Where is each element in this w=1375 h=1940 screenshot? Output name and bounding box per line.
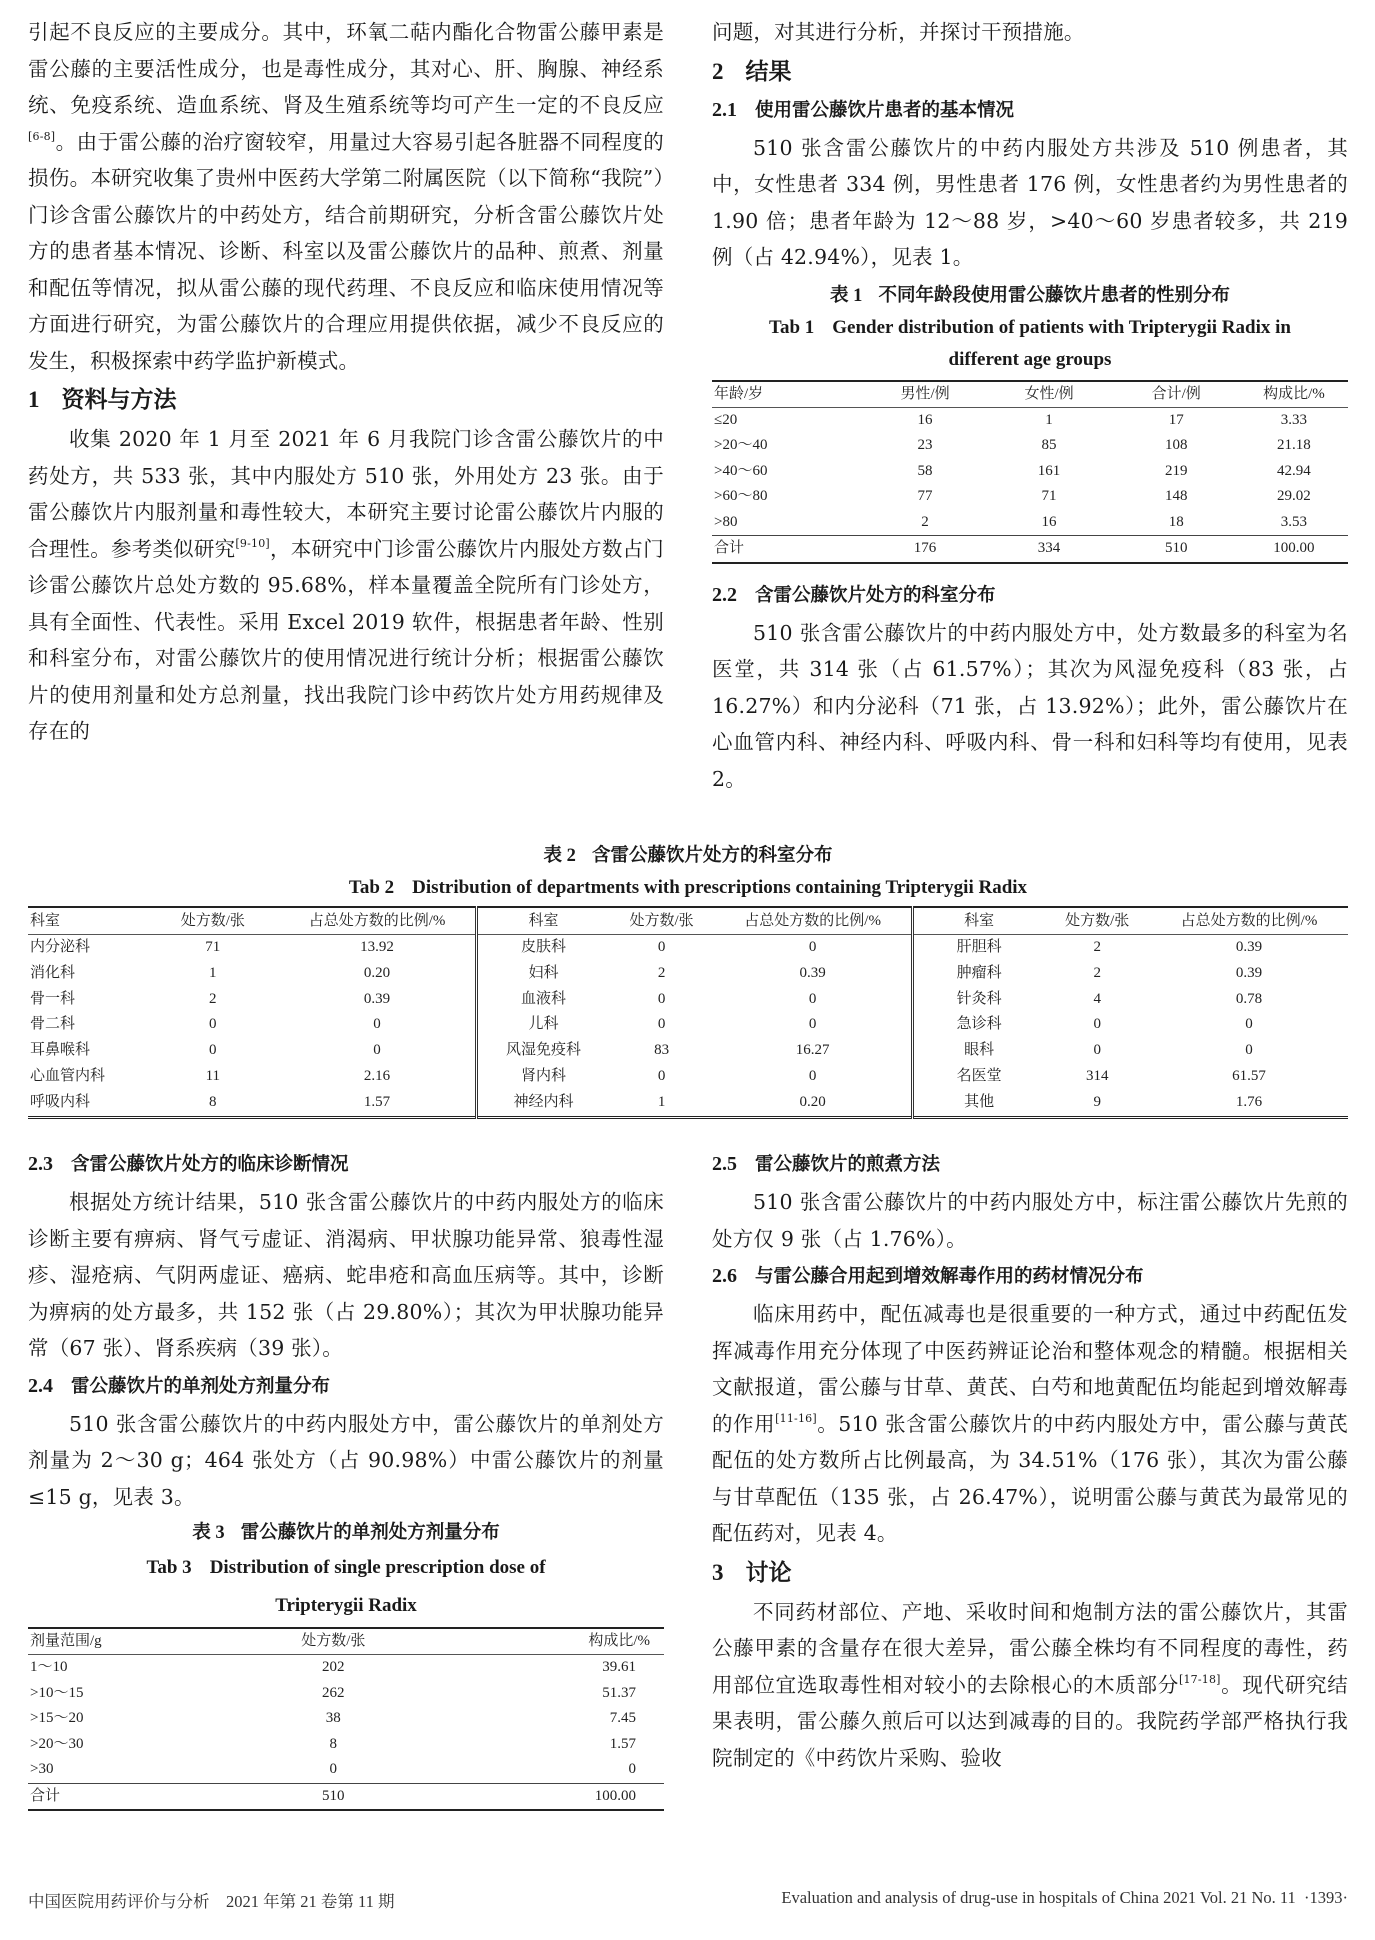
table-cell: 148 xyxy=(1164,488,1188,504)
subsection-heading-2-1: 2.1 使用雷公藤饮片患者的基本情况 xyxy=(712,98,1015,121)
right-column-bottom xyxy=(712,1145,1348,1776)
table-row xyxy=(28,987,1348,1013)
table-cell: 骨二科 xyxy=(30,1016,76,1033)
table-cell: 314 xyxy=(1085,1067,1109,1084)
table-cell: 29.02 xyxy=(1277,488,1311,504)
table-cell: >30 xyxy=(30,1761,54,1777)
results-2-3-paragraph: 根据处方统计结果，510 张含雷公藤饮片的中药内服处方的临床诊断主要有痹病、肾气亏虚证、消渴病、甲状腺功能异常、狼毒性湿疹、湿疮病、气阴两虚证、癌病、蛇串疮和高血压病等。其中，诊断为痹病的处方最多，共 152 张（占 29.80%）；其次为甲状腺功能异常（67 张）、肾系疾病（39 张）。 xyxy=(28,1190,664,1360)
table-cell: 0.20 xyxy=(363,964,391,981)
table-cell: 8 xyxy=(209,1093,217,1110)
table-3-grid xyxy=(28,1627,664,1811)
table-cell: 1 xyxy=(209,964,217,981)
table-cell: 0 xyxy=(657,1067,666,1084)
table-cell: 83 xyxy=(654,1042,670,1059)
table-1 xyxy=(712,280,1348,564)
section-heading-1: 1 资料与方法 xyxy=(28,387,177,413)
section-heading-2: 2 结果 xyxy=(712,58,792,85)
table-cell: 23 xyxy=(917,437,933,453)
table-cell: 2 xyxy=(1093,939,1101,955)
table-cell: 儿科 xyxy=(477,1012,609,1038)
table-cell: 呼吸内科 xyxy=(30,1093,91,1110)
subsection-heading-2-3: 2.3 含雷公藤饮片处方的临床诊断情况 xyxy=(28,1153,349,1175)
methods-paragraph-end: 问题，对其进行分析，并探讨干预措施。 xyxy=(712,20,1085,44)
table-cell: 1.76 xyxy=(1235,1093,1263,1110)
table-cell: 51.37 xyxy=(602,1684,636,1701)
table-cell: 58 xyxy=(917,462,933,479)
table-cell: 风湿免疫科 xyxy=(477,1038,609,1064)
citation[interactable]: [6-8] xyxy=(28,129,56,143)
table-cell: 13.92 xyxy=(360,939,394,955)
table-cell: 2 xyxy=(209,990,217,1007)
column-header: 处方数/张 xyxy=(609,907,715,935)
table-cell: 11 xyxy=(205,1067,221,1084)
table-cell: 510 xyxy=(219,1783,448,1810)
table-cell: 0 xyxy=(808,939,817,955)
table-cell: 2 xyxy=(921,513,929,530)
table-cell: >80 xyxy=(714,513,738,530)
table-cell: 合计 xyxy=(712,536,865,563)
column-header: 科室 xyxy=(912,907,1044,935)
column-header: 剂量范围/g xyxy=(28,1628,219,1655)
column-header: 年龄/岁 xyxy=(712,381,865,408)
table-row xyxy=(28,935,1348,961)
table-cell: 0.39 xyxy=(799,964,826,981)
table-cell: ≤20 xyxy=(714,411,738,428)
column-header: 处方数/张 xyxy=(219,1628,448,1655)
table-row xyxy=(28,961,1348,987)
table-header-row xyxy=(28,1628,664,1655)
table-cell: 2 xyxy=(657,964,666,981)
table-cell: 108 xyxy=(1164,437,1188,453)
table-cell: 1 xyxy=(1045,411,1053,428)
table-cell: 1 xyxy=(657,1093,666,1110)
table-cell: 0 xyxy=(808,1016,817,1033)
table-cell: 心血管内科 xyxy=(30,1067,106,1084)
table-cell: 4 xyxy=(1093,990,1101,1007)
table-cell: 0 xyxy=(657,990,666,1007)
table-cell: 161 xyxy=(1037,462,1061,479)
table-cell: 219 xyxy=(1164,462,1188,479)
table-cell: 39.61 xyxy=(602,1659,636,1675)
column-header: 合计/例 xyxy=(1113,381,1240,408)
table-cell: 名医堂 xyxy=(912,1064,1044,1090)
column-header: 构成比/% xyxy=(448,1628,664,1655)
table-header-row xyxy=(712,381,1348,408)
results-2-6-paragraph: 临床用药中，配伍减毒也是很重要的一种方式，通过中药配伍发挥减毒作用充分体现了中医药辨证论治和整体观念的精髓。根据相关文献报道，雷公藤与甘草、黄芪、白芍和地黄配伍均能起到增效解毒的作用[11-16]。510 张含雷公藤饮片的中药内服处方中，雷公藤与黄芪配伍的处方数所占比例最高，为 34.51%（176 张），其次为雷公藤与甘草配伍（135 张，占 26.47%），说明雷公藤与黄芪为最常见的配伍药对，见表 4。 xyxy=(712,1302,1348,1545)
subsection-heading-2-4: 2.4 雷公藤饮片的单剂处方剂量分布 xyxy=(28,1374,331,1397)
table-cell: 急诊科 xyxy=(912,1012,1044,1038)
table-cell: 0.39 xyxy=(1235,939,1263,955)
section-heading-3: 3 讨论 xyxy=(712,1559,792,1586)
table-cell: 71 xyxy=(1041,488,1057,504)
table-cell: 消化科 xyxy=(30,964,76,981)
right-column-top xyxy=(712,14,1348,797)
table-total-row xyxy=(28,1783,664,1810)
table-cell: 0 xyxy=(373,1016,381,1033)
table-cell: 334 xyxy=(985,536,1112,563)
table-cell: 1.57 xyxy=(363,1093,391,1110)
table-cell: 0 xyxy=(329,1761,338,1777)
table-cell: 61.57 xyxy=(1232,1067,1266,1084)
table-cell: 0 xyxy=(808,990,817,1007)
table-row xyxy=(712,407,1348,433)
methods-paragraph: 收集 2020 年 1 月至 2021 年 6 月我院门诊含雷公藤饮片的中药处方，共 533 张，其中内服处方 510 张，外用处方 23 张。由于雷公藤饮片内服剂量和毒性较大，本研究主要讨论雷公藤饮片内服的合理性。参考类似研究[9-10]，本研究中门诊雷公藤饮片内服处方数占门诊雷公藤饮片总处方数的 95.68%，样本量覆盖全院所有门诊处方，具有全面性、代表性。采用 Excel 2019 软件，根据患者年龄、性别和科室分布，对雷公藤饮片的使用情况进行统计分析；根据雷公藤饮片的使用剂量和处方总剂量，找出我院门诊中药饮片处方用药规律及存在的 xyxy=(28,427,664,743)
left-column-top xyxy=(28,14,664,750)
subsection-heading-2-2: 2.2 含雷公藤饮片处方的科室分布 xyxy=(712,583,996,606)
table-3 xyxy=(28,1517,664,1811)
table-cell: 18 xyxy=(1168,513,1184,530)
table-cell: 100.00 xyxy=(448,1783,664,1810)
table-row xyxy=(28,1757,664,1783)
table-row xyxy=(712,433,1348,459)
table-cell: 77 xyxy=(917,488,933,504)
table-cell: 神经内科 xyxy=(477,1090,609,1117)
table-cell: >60～80 xyxy=(714,488,768,504)
results-2-5-paragraph: 510 张含雷公藤饮片的中药内服处方中，标注雷公藤饮片先煎的处方仅 9 张（占 1.76%）。 xyxy=(712,1190,1348,1251)
table-cell: 9 xyxy=(1093,1093,1101,1110)
table-cell: 71 xyxy=(205,939,221,955)
table-row xyxy=(712,484,1348,510)
table-row xyxy=(28,1681,664,1707)
table-cell: 16 xyxy=(917,411,933,428)
table-cell: 针灸科 xyxy=(912,987,1044,1013)
column-header: 男性/例 xyxy=(865,381,986,408)
column-header: 占总处方数的比例/% xyxy=(1150,907,1348,935)
table-cell: 85 xyxy=(1041,437,1057,453)
discussion-paragraph: 不同药材部位、产地、采收时间和炮制方法的雷公藤饮片，其雷公藤甲素的含量存在很大差异，雷公藤全株均有不同程度的毒性，药用部位宜选取毒性相对较小的去除根心的木质部分[17-18]。现代研究结果表明，雷公藤久煎后可以达到减毒的目的。我院药学部严格执行我院制定的《中药饮片采购、验收 xyxy=(712,1599,1349,1770)
table-cell: 0 xyxy=(808,1067,817,1084)
table-cell: 3.33 xyxy=(1280,411,1308,428)
table-cell: 血液科 xyxy=(477,987,609,1013)
column-header: 占总处方数的比例/% xyxy=(279,907,477,935)
column-header: 占总处方数的比例/% xyxy=(714,907,912,935)
page-footer xyxy=(28,1888,1348,1912)
results-2-4-paragraph: 510 张含雷公藤饮片的中药内服处方中，雷公藤饮片的单剂处方剂量为 2～30 g；464 张处方（占 90.98%）中雷公藤饮片的剂量≤15 g，见表 3。 xyxy=(28,1411,664,1509)
table-2-caption-en: Tab 2 Distribution of departments with prescriptions containing Tripterygii Radix xyxy=(348,877,1028,898)
table-row xyxy=(28,1732,664,1758)
table-row xyxy=(28,1064,1348,1090)
column-header: 构成比/% xyxy=(1240,381,1348,408)
table-cell: 38 xyxy=(325,1710,341,1726)
journal-info-en: Evaluation and analysis of drug-use in hospitals of China 2021 Vol. 21 No. 11 ·1393· xyxy=(781,1888,1348,1907)
table-cell: 0 xyxy=(1245,1016,1253,1033)
table-cell: 合计 xyxy=(28,1783,219,1810)
column-header: 处方数/张 xyxy=(147,907,279,935)
table-cell: 0 xyxy=(1093,1042,1101,1059)
column-header: 科室 xyxy=(477,907,609,935)
table-cell: 内分泌科 xyxy=(30,939,91,955)
table-cell: 1～10 xyxy=(30,1659,68,1675)
journal-name-cn: 中国医院用药评价与分析 2021 年第 21 卷第 11 期 xyxy=(28,1892,395,1911)
table-cell: >10～15 xyxy=(30,1684,84,1701)
table-cell: 510 xyxy=(1113,536,1240,563)
table-cell: 皮肤科 xyxy=(477,935,609,961)
table-cell: 2 xyxy=(1093,964,1101,981)
intro-paragraph: 引起不良反应的主要成分。其中，环氧二萜内酯化合物雷公藤甲素是雷公藤的主要活性成分，也是毒性成分，其对心、肝、胸腺、神经系统、免疫系统、造血系统、肾及生殖系统等均可产生一定的不良反应[6-8]。由于雷公藤的治疗窗较窄，用量过大容易引起各脏器不同程度的损伤。本研究收集了贵州中医药大学第二附属医院（以下简称“我院”）门诊含雷公藤饮片的中药处方，结合前期研究，分析含雷公藤饮片处方的患者基本情况、诊断、科室以及雷公藤饮片的品种、煎煮、剂量和配伍等情况，拟从雷公藤的现代药理、不良反应和临床使用情况等方面进行研究，为雷公藤饮片的合理应用提供依据，减少不良反应的发生，积极探索中药学监护新模式。 xyxy=(28,20,664,373)
table-1-grid xyxy=(712,380,1348,564)
table-cell: 0 xyxy=(657,939,666,955)
table-cell: 0.78 xyxy=(1235,990,1263,1007)
table-cell: 眼科 xyxy=(912,1038,1044,1064)
table-cell: 0 xyxy=(209,1016,217,1033)
column-header: 女性/例 xyxy=(985,381,1112,408)
column-header: 科室 xyxy=(28,907,147,935)
table-row xyxy=(28,1655,664,1681)
table-cell: 176 xyxy=(865,536,986,563)
table-cell: 3.53 xyxy=(1280,513,1308,530)
table-cell: >15～20 xyxy=(30,1710,84,1726)
table-row xyxy=(712,459,1348,485)
table-cell: 7.45 xyxy=(609,1710,636,1726)
table-row xyxy=(28,1012,1348,1038)
table-cell: 42.94 xyxy=(1277,462,1311,479)
citation[interactable]: [17-18] xyxy=(1178,1672,1221,1686)
table-row xyxy=(28,1090,1348,1117)
table-cell: >20～30 xyxy=(30,1735,84,1752)
table-row xyxy=(712,510,1348,536)
table-cell: 0.39 xyxy=(1235,964,1263,981)
table-cell: 0.39 xyxy=(363,990,391,1007)
page-number: ·1393· xyxy=(1304,1888,1348,1907)
table-cell: 肿瘤科 xyxy=(912,961,1044,987)
table-cell: 2.16 xyxy=(363,1067,391,1084)
citation[interactable]: [11-16] xyxy=(775,1411,817,1425)
table-cell: 0 xyxy=(209,1042,217,1059)
table-3-caption-cn: 表 3 雷公藤饮片的单剂处方剂量分布 xyxy=(192,1522,500,1543)
table-header-row xyxy=(28,907,1348,935)
table-cell: 202 xyxy=(322,1659,345,1675)
table-cell: 0 xyxy=(373,1042,381,1059)
table-cell: 16 xyxy=(1041,513,1057,530)
table-row xyxy=(28,1706,664,1732)
table-cell: 100.00 xyxy=(1240,536,1348,563)
results-2-2-paragraph: 510 张含雷公藤饮片的中药内服处方中，处方数最多的科室为名医堂，共 314 张（占 61.57%）；其次为风湿免疫科（83 张，占 16.27%）和内分泌科（71 张，占 13.92%）；此外，雷公藤饮片在心血管内科、神经内科、呼吸内科、骨一科和妇科等均有使用，见表 2。 xyxy=(712,620,1348,791)
column-header: 处方数/张 xyxy=(1044,907,1150,935)
table-total-row xyxy=(712,536,1348,563)
table-cell: 耳鼻喉科 xyxy=(30,1042,91,1059)
table-2 xyxy=(28,838,1348,1119)
table-cell: 21.18 xyxy=(1277,437,1311,453)
table-cell: 骨一科 xyxy=(30,990,76,1007)
table-cell: 16.27 xyxy=(795,1042,830,1059)
table-cell: 肝胆科 xyxy=(912,935,1044,961)
table-cell: 其他 xyxy=(912,1090,1044,1117)
table-cell: >20～40 xyxy=(714,437,768,453)
subsection-heading-2-5: 2.5 雷公藤饮片的煎煮方法 xyxy=(712,1153,941,1175)
table-1-caption-cn: 表 1 不同年龄段使用雷公藤饮片患者的性别分布 xyxy=(830,284,1230,306)
table-cell: 0 xyxy=(1245,1042,1253,1059)
table-row xyxy=(28,1038,1348,1064)
subsection-heading-2-6: 2.6 与雷公藤合用起到增效解毒作用的药材情况分布 xyxy=(712,1265,1144,1287)
table-cell: 0 xyxy=(628,1761,636,1777)
table-cell: 妇科 xyxy=(477,961,609,987)
left-column-bottom xyxy=(28,1145,664,1811)
table-cell: 肾内科 xyxy=(477,1064,609,1090)
results-2-1-paragraph: 510 张含雷公藤饮片的中药内服处方共涉及 510 例患者，其中，女性患者 334 例，男性患者 176 例，女性患者约为男性患者的 1.90 倍；患者年龄为 12～88 岁，>40～60 岁患者较多，共 219 例（占 42.94%），见表 1。 xyxy=(712,135,1348,269)
table-1-caption-en: Tab 1 Gender distribution of patients with Tripterygii Radix in different age groups xyxy=(769,316,1291,370)
table-cell: 1.57 xyxy=(609,1735,636,1752)
table-cell: 0 xyxy=(657,1016,666,1033)
table-cell: 0 xyxy=(1093,1016,1101,1033)
table-cell: >40～60 xyxy=(714,462,768,479)
table-2-caption-cn: 表 2 含雷公藤饮片处方的科室分布 xyxy=(543,845,833,866)
table-cell: 8 xyxy=(329,1735,338,1752)
table-cell: 262 xyxy=(322,1684,345,1701)
table-cell: 0.20 xyxy=(799,1093,826,1110)
table-3-caption-en: Tab 3 Distribution of single prescription dose of Tripterygii Radix xyxy=(146,1557,546,1616)
citation[interactable]: [9-10] xyxy=(235,536,270,550)
table-2-grid xyxy=(28,906,1348,1119)
table-cell: 17 xyxy=(1168,411,1184,428)
